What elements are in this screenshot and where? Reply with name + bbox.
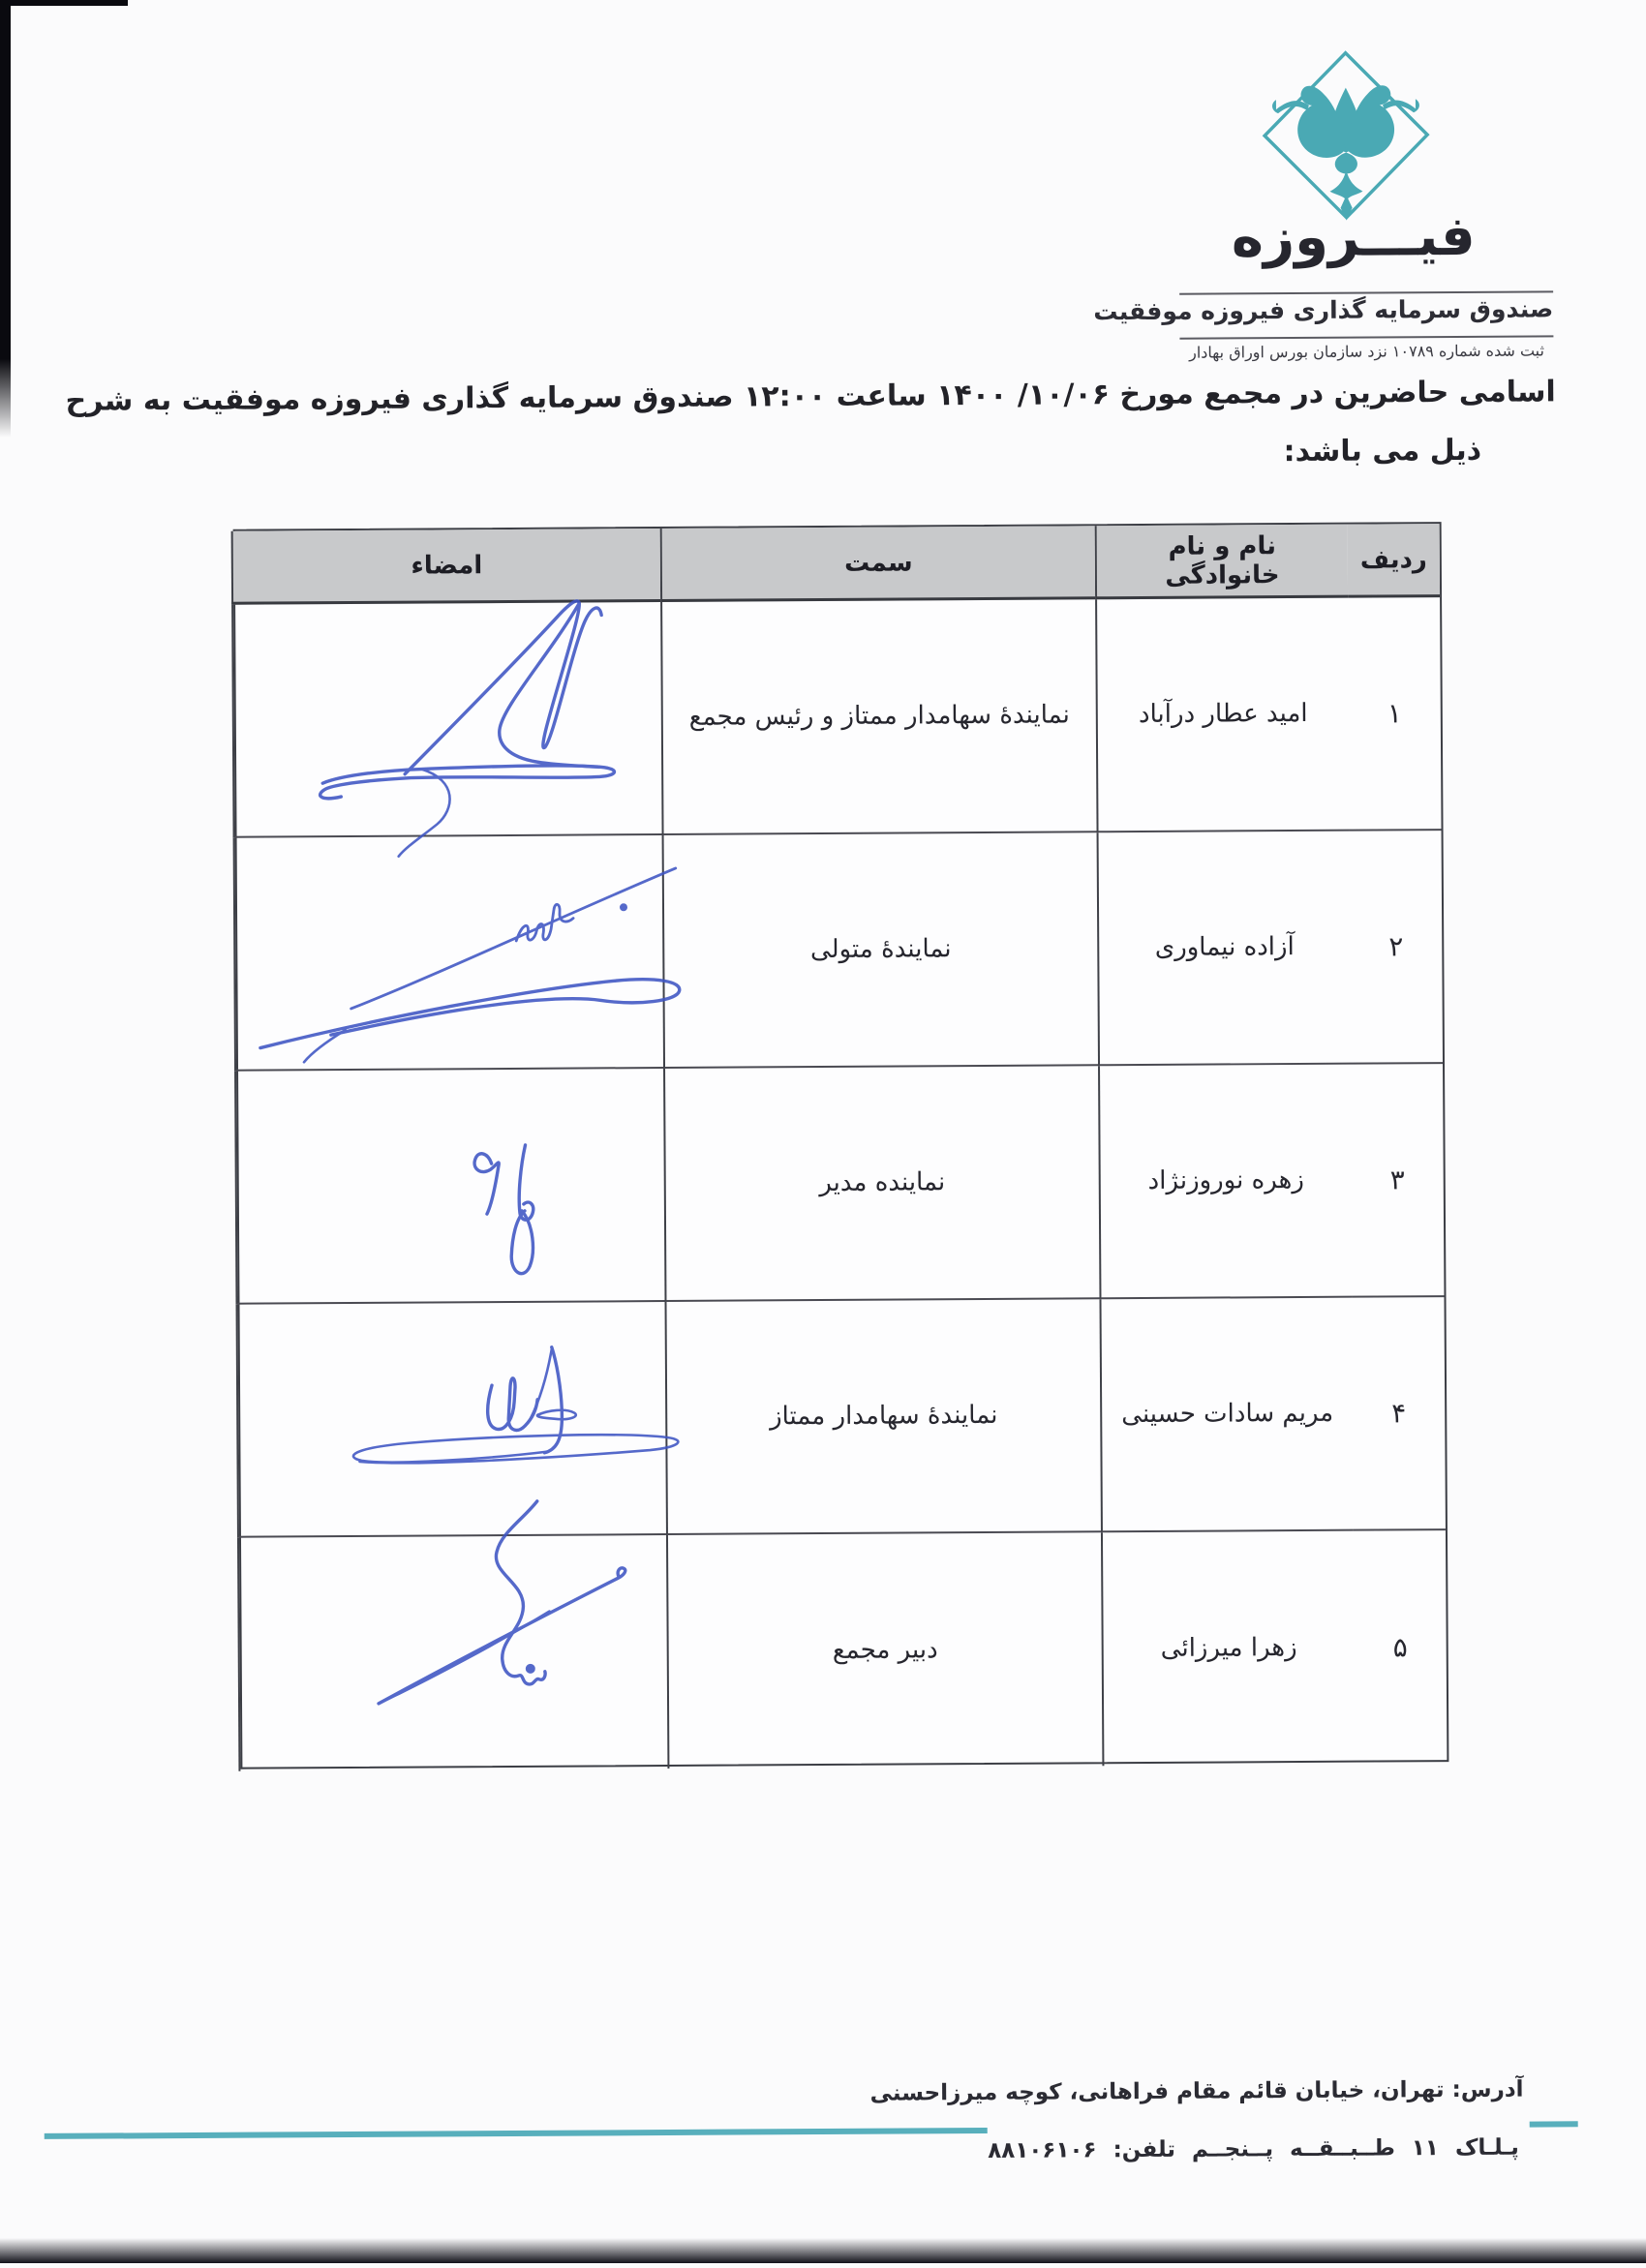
logo-tulip-icon xyxy=(1272,85,1420,221)
footer-rule-left xyxy=(45,2128,988,2139)
title-date: ۱۴۰۰ /۱۰/۰۶ xyxy=(936,378,1111,413)
attendee-position: نمایندهٔ سهامدار ممتاز و رئیس مجمع xyxy=(660,599,1096,835)
org-registration: ثبت شده شماره ۱۰۷۸۹ نزد سازمان بورس اوراق بهادار xyxy=(1189,341,1544,362)
attendee-position: نمایندهٔ متولی xyxy=(662,832,1098,1069)
logo-wordmark: فیـــروزه xyxy=(1231,204,1476,270)
attendee-name: زهرا میرزائی xyxy=(1101,1531,1355,1767)
org-name: صندوق سرمایه گذاری فیروزه موفقیت xyxy=(1093,294,1554,326)
header-cell-row: ردیف xyxy=(1348,524,1440,598)
attendee-name: زهره نوروزنژاد xyxy=(1098,1065,1352,1300)
signature-cell xyxy=(233,835,663,1072)
row-number: ۲ xyxy=(1350,831,1443,1065)
signature-cell xyxy=(231,602,661,838)
org-rule-bottom xyxy=(1179,335,1553,339)
doc-title-line2: ذیل می باشد: xyxy=(1283,433,1482,469)
signature-cell xyxy=(237,1535,667,1771)
scan-edge-bottom xyxy=(0,2238,1646,2263)
header-cell-position: سمت xyxy=(660,526,1095,602)
header-cell-signature: امضاء xyxy=(231,529,660,605)
row-number: ۵ xyxy=(1392,1631,1408,1664)
title-part1: اسامی حاضرین در مجمع مورخ xyxy=(1119,375,1556,412)
attendance-table xyxy=(233,522,1449,1769)
row-number: ۱ xyxy=(1348,597,1441,832)
header-cell-name: نام و نام خانوادگی xyxy=(1095,525,1348,600)
title-part2: ساعت ۱۲:۰۰ صندوق سرمایه گذاری فیروزه موفقیت به شرح xyxy=(65,378,927,418)
footer-address-line2: پـلـاک ۱۱ طــبــقــه پــنجــم تلفن: ۸۸۱۰۶۱۰۶ xyxy=(988,2134,1519,2163)
row-number: ۴ xyxy=(1352,1297,1445,1531)
attendee-name: امید عطار درآباد xyxy=(1095,598,1349,833)
scan-edge-top xyxy=(0,0,128,6)
footer-rule-right xyxy=(1530,2121,1578,2127)
attendee-name: آزاده نیماوری xyxy=(1097,832,1351,1067)
scan-edge-left xyxy=(0,0,11,438)
attendee-name: مریم سادات حسینی xyxy=(1099,1298,1353,1533)
signature-cell xyxy=(236,1302,666,1538)
signature-cell xyxy=(234,1069,664,1305)
attendee-position: نماینده مدیر xyxy=(663,1066,1099,1302)
firouzeh-logo xyxy=(1234,35,1458,229)
doc-title-line1 xyxy=(65,375,1556,418)
attendee-position: نمایندهٔ سهامدار ممتاز xyxy=(665,1299,1101,1535)
row-number: ۳ xyxy=(1351,1064,1444,1298)
attendee-position: دبیر مجمع xyxy=(666,1532,1102,1769)
footer-address-line1: آدرس: تهران، خیابان قائم مقام فراهانی، کوچه میرزاحسنی xyxy=(869,2076,1524,2106)
